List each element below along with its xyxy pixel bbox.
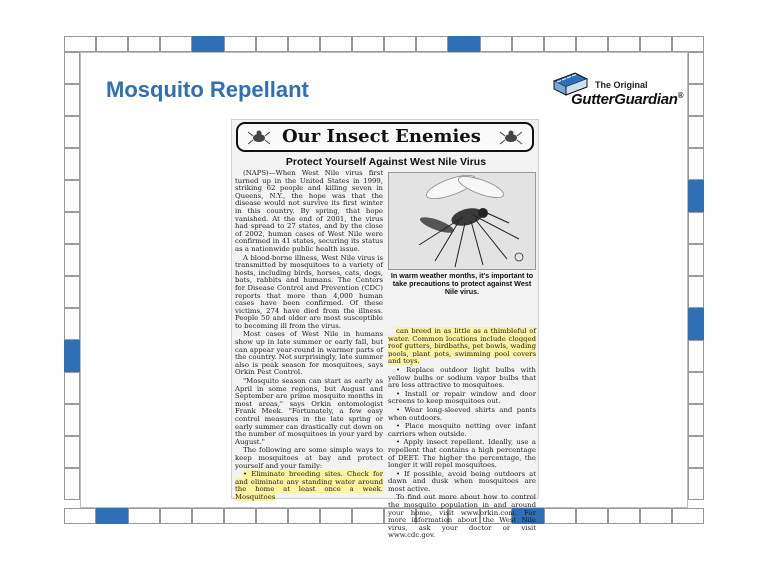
grid-cell	[688, 308, 704, 340]
article-paragraph	[235, 331, 383, 377]
grid-cell	[64, 244, 80, 276]
article-column-1	[235, 170, 383, 503]
slide	[80, 52, 688, 540]
grid-cell	[544, 508, 576, 524]
grid-cell	[256, 36, 288, 52]
grid-cell	[688, 212, 704, 244]
grid-cell	[448, 36, 480, 52]
grid-cell	[64, 340, 80, 372]
mosquito-illustration	[389, 173, 535, 269]
grid-cell	[64, 212, 80, 244]
grid-cell	[64, 308, 80, 340]
article-column-2	[388, 328, 536, 541]
logo-wordmark-text: GutterGuardian	[571, 91, 678, 108]
grid-cell	[544, 36, 576, 52]
grid-cell	[512, 36, 544, 52]
highlighted-text: can breed in as little as a thimbleful of water. Common locations include clogged roof gutters, birdbaths, pet bowls, wading pools, plant pots, swimming pool covers and toys.	[388, 327, 536, 366]
paragraph-text: • Install or repair window and door screens to keep mosquitoes out.	[388, 389, 536, 406]
grid-cell	[688, 116, 704, 148]
article-paragraph	[388, 423, 536, 438]
grid-cell	[688, 436, 704, 468]
article-paragraph	[388, 328, 536, 366]
grid-cell	[640, 508, 672, 524]
article-paragraph	[388, 439, 536, 469]
grid-cell	[352, 36, 384, 52]
photo-caption: In warm weather months, it's important to take precautions to protect against West Nile virus.	[390, 271, 534, 297]
mosquito-photo	[388, 172, 536, 270]
slide-title: Mosquito Repellant	[106, 77, 309, 102]
grid-cell	[288, 508, 320, 524]
grid-cell	[160, 508, 192, 524]
grid-cell	[352, 508, 384, 524]
grid-cell	[576, 36, 608, 52]
grid-cell	[256, 508, 288, 524]
article-paragraph	[235, 378, 383, 446]
paragraph-text: Most cases of West Nile in humans show up in late summer or early fall, but can appear year-round in warmer parts of the country. Not surprisingly, late summer also is peak season for mosquitoes, says Orkin Pest Control.	[235, 330, 384, 377]
logo-registered-mark: ®	[677, 91, 684, 100]
grid-cell	[608, 36, 640, 52]
grid-cell	[64, 36, 96, 52]
grid-cell	[576, 508, 608, 524]
grid-cell	[64, 508, 96, 524]
paragraph-text: "Mosquito season can start as early as April in some regions, but August and September are prime mosquito months in most areas," says Orkin entomologist Frank Meek. "Fortunately, a few easy control measures in the late spring or early summer can drastically cut down on the number of mosquitoes in your yard by August."	[235, 377, 383, 446]
paragraph-text: To find out more about how to control the mosquito population in and around your home, visit www.orkin.com. For more information about the West Nile virus, ask your doctor or visit www.cdc.gov.	[388, 493, 536, 540]
article-paragraph	[235, 255, 383, 331]
grid-cell	[64, 180, 80, 212]
grid-cell	[64, 404, 80, 436]
paragraph-text: • Wear long-sleeved shirts and pants when outdoors.	[388, 405, 536, 422]
grid-cell	[688, 244, 704, 276]
grid-cell	[64, 116, 80, 148]
grid-cell	[480, 36, 512, 52]
grid-cell	[128, 36, 160, 52]
article-paragraph	[235, 471, 383, 501]
article-headline: Protect Yourself Against West Nile Virus	[285, 156, 487, 168]
grid-cell	[320, 36, 352, 52]
grid-cell	[64, 276, 80, 308]
paragraph-text: The following are some simple ways to keep mosquitoes at bay and protect yourself and your family:	[235, 446, 383, 470]
paragraph-text: • If possible, avoid being outdoors at dawn and dusk when mosquitoes are most active.	[388, 469, 536, 493]
grid-cell	[96, 36, 128, 52]
grid-cell	[688, 340, 704, 372]
insect-icon	[246, 128, 272, 146]
grid-cell	[96, 508, 128, 524]
grid-cell	[688, 276, 704, 308]
grid-cell	[608, 508, 640, 524]
article-paragraph	[235, 447, 383, 470]
paragraph-text: • Apply insect repellent. Ideally, use a repellent that contains a high percentage of DEET. The higher the percentage, the longer it will repel mosquitoes.	[388, 438, 536, 470]
logo-tagline: The Original	[595, 80, 648, 90]
highlighted-text: • Eliminate breeding sites. Check for and eliminate any standing water around the home at least once a week. Mosquitoes	[235, 470, 383, 501]
article-paragraph	[388, 391, 536, 406]
grid-cell	[688, 52, 704, 84]
grid-cell	[192, 36, 224, 52]
logo-wordmark	[571, 91, 683, 108]
grid-cell	[384, 36, 416, 52]
grid-cell	[288, 36, 320, 52]
grid-cell	[64, 372, 80, 404]
article-paragraph	[388, 471, 536, 494]
grid-cell	[192, 508, 224, 524]
paragraph-text: • Replace outdoor light bulbs with yellow bulbs or sodium vapor bulbs that are less attractive to mosquitoes.	[388, 365, 536, 390]
grid-cell	[672, 508, 704, 524]
grid-cell	[160, 36, 192, 52]
article-paragraph	[388, 367, 536, 390]
grid-cell	[688, 180, 704, 212]
article-paragraph	[388, 407, 536, 422]
grid-cell	[688, 372, 704, 404]
grid-cell	[128, 508, 160, 524]
insect-icon	[498, 128, 524, 146]
gutter-guardian-logo	[551, 67, 684, 115]
grid-cell	[224, 36, 256, 52]
grid-cell	[320, 508, 352, 524]
article-paragraph	[235, 170, 383, 254]
grid-cell	[688, 468, 704, 500]
grid-cell	[688, 148, 704, 180]
grid-cell	[640, 36, 672, 52]
article-paragraph	[388, 494, 536, 540]
paragraph-text: A blood-borne illness, West Nile virus is transmitted by mosquitoes to a variety of hosts, including birds, horses, cats, dogs, bats, rabbits and humans. The Centers for Disease Control and Prevention (CDC) reports that more than 4,000 human cases have been confirmed. Of these victims, 274 have died from the illness. People 50 and older are most susceptible to becoming ill from the virus.	[235, 253, 383, 330]
grid-cell	[688, 84, 704, 116]
grid-cell	[416, 36, 448, 52]
grid-cell	[64, 468, 80, 500]
newspaper-clipping	[231, 119, 539, 540]
clipping-masthead	[236, 122, 534, 152]
paragraph-text: • Place mosquito netting over infant carriers when outside.	[388, 422, 536, 438]
grid-cell	[688, 404, 704, 436]
grid-cell	[64, 436, 80, 468]
grid-cell	[224, 508, 256, 524]
grid-cell	[64, 148, 80, 180]
grid-cell	[64, 52, 80, 84]
grid-cell	[64, 84, 80, 116]
grid-cell	[672, 36, 704, 52]
masthead-title: Our Insect Enemies	[282, 126, 481, 147]
paragraph-text: (NAPS)—When West Nile virus first turned up in the United States in 1999, striking 62 people and killing seven in Queens, N.Y., the hope was that the disease would not survive its first winter in this country. By spring, that hope vanished. At the end of 2001, the virus had spread to 27 states, and by the close of 2002, human cases of West Nile were confirmed in 41 states, securing its status as a nationwide public health issue.	[235, 169, 383, 253]
